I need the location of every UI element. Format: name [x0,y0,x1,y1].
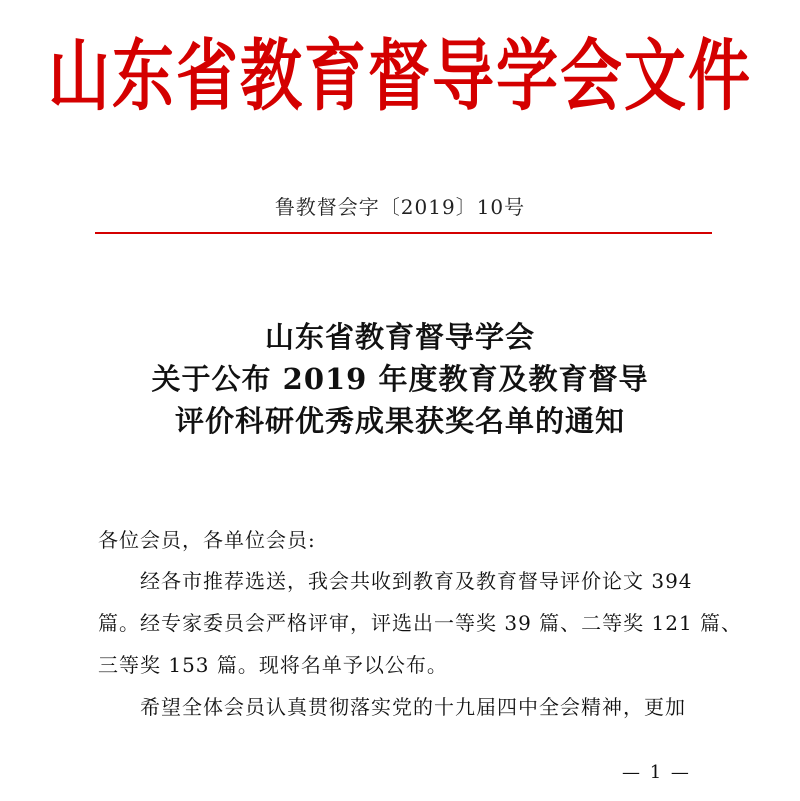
masthead-title: 山东省教育督导学会文件 [47,30,752,122]
paragraph-line: 篇。经专家委员会严格评审，评选出一等奖 39 篇、二等奖 121 篇、 [98,611,743,635]
page-number: — 1 — [622,762,691,783]
salutation: 各位会员，各单位会员: [98,528,316,552]
red-divider-line [95,232,712,234]
notice-title-line: 关于公布 2019 年度教育及教育督导 [151,362,649,396]
body-paragraph-2 [98,686,714,728]
notice-title-line: 评价科研优秀成果获奖名单的通知 [174,404,625,438]
document-number: 鲁教督会字〔2019〕10号 [274,195,526,219]
paragraph-line: 经各市推荐选送，我会共收到教育及教育督导评价论文 394 [140,569,693,593]
paragraph-line: 三等奖 153 篇。现将名单予以公布。 [98,653,448,677]
paragraph-line: 希望全体会员认真贯彻落实党的十九届四中全会精神，更加 [140,695,686,719]
notice-title [0,316,800,442]
body-paragraph-1 [98,560,743,686]
notice-title-line: 山东省教育督导学会 [264,320,535,354]
